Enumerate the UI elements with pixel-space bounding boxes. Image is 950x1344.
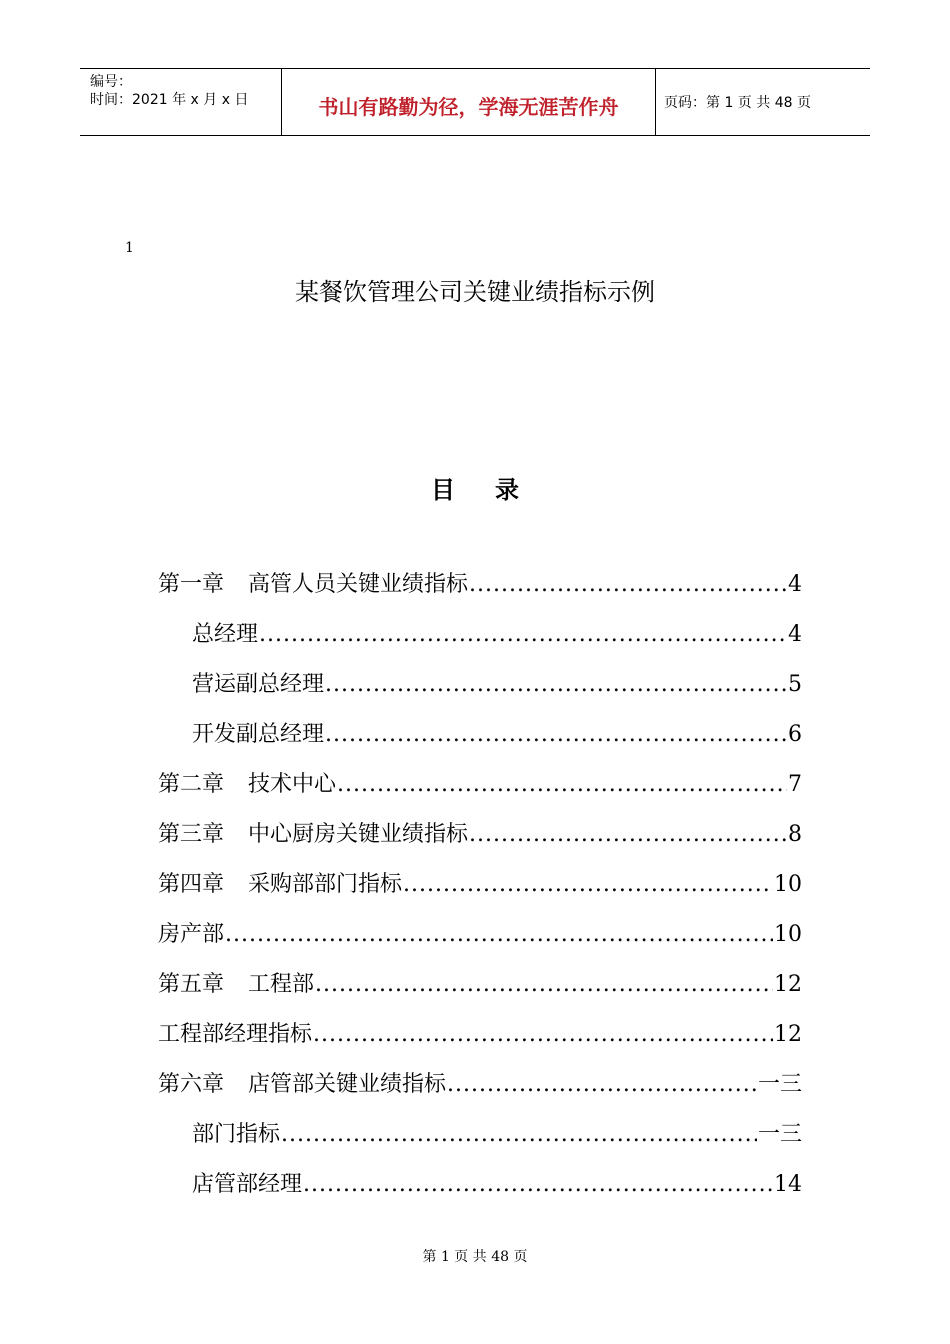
toc-chapter-number: 第二章 (158, 772, 225, 797)
toc-page-number: 10 (774, 872, 802, 897)
toc-page-number: 10 (774, 922, 802, 947)
toc-entry-label (192, 610, 258, 660)
toc-leader-dots (281, 1110, 757, 1160)
toc-page-number: 4 (788, 622, 802, 647)
toc-leader-dots (315, 960, 773, 1010)
toc-leader-dots (259, 610, 787, 660)
toc-entry-label (192, 710, 324, 760)
toc-entry-title: 部门指标 (192, 1122, 281, 1147)
header-motto-cell (282, 69, 656, 135)
toc-entry[interactable] (158, 560, 802, 610)
toc-page-number: 一三 (757, 1072, 802, 1097)
toc-page-number: 14 (774, 1172, 802, 1197)
toc-entry[interactable] (158, 710, 802, 760)
toc-page-number: 4 (788, 572, 802, 597)
toc-leader-dots (403, 860, 773, 910)
toc-page-number: 12 (774, 972, 802, 997)
toc-entry-title: 开发副总经理 (192, 722, 325, 747)
toc-chapter-number: 第四章 (158, 872, 225, 897)
toc-entry[interactable] (158, 910, 802, 960)
toc-entry-title: 工程部 (248, 972, 315, 997)
toc-entry-title: 房产部 (158, 922, 225, 947)
toc-page-number: 5 (788, 672, 802, 697)
toc-entry-label (158, 810, 468, 860)
motto: 书山有路勤为径，学海无涯苦作舟 (318, 95, 619, 119)
time-label: 时间：2021 年 x 月 x 日 (90, 92, 249, 108)
toc-entry[interactable] (158, 1010, 802, 1060)
header-right-cell (656, 69, 870, 135)
toc-page-number: 7 (788, 772, 802, 797)
toc-leader-dots (313, 1010, 773, 1060)
toc-entry-label (158, 860, 402, 910)
toc-entry-label (192, 1110, 280, 1160)
toc-chapter-number: 第六章 (158, 1072, 225, 1097)
toc-entry-title: 中心厨房关键业绩指标 (248, 822, 469, 847)
toc-entry[interactable] (158, 810, 802, 860)
toc-entry-label (158, 960, 314, 1010)
toc-entry-title: 技术中心 (248, 772, 337, 797)
toc-entry[interactable] (158, 960, 802, 1010)
page-info: 页码：第 1 页 共 48 页 (664, 95, 811, 111)
toc-leader-dots (225, 910, 773, 960)
toc-leader-dots (325, 660, 787, 710)
toc-chapter-number: 第三章 (158, 822, 225, 847)
toc-leader-dots (337, 760, 787, 810)
table-of-contents (158, 560, 802, 1210)
toc-entry-title: 营运副总经理 (192, 672, 325, 697)
toc-entry-label (158, 560, 468, 610)
toc-entry-label (158, 1060, 446, 1110)
toc-entry-title: 工程部经理指标 (158, 1022, 313, 1047)
toc-leader-dots (325, 710, 787, 760)
toc-entry[interactable] (158, 610, 802, 660)
toc-chapter-number: 第五章 (158, 972, 225, 997)
toc-entry[interactable] (158, 760, 802, 810)
toc-entry-title: 采购部部门指标 (248, 872, 403, 897)
toc-entry-label (192, 1160, 302, 1210)
toc-entry-label (158, 1010, 312, 1060)
toc-page-number: 8 (788, 822, 802, 847)
toc-entry-title: 店管部经理 (192, 1172, 303, 1197)
page-footer: 第 1 页 共 48 页 (422, 1249, 528, 1265)
toc-page-number: 一三 (757, 1122, 802, 1147)
toc-entry-title: 总经理 (192, 622, 259, 647)
toc-leader-dots (447, 1060, 757, 1110)
header-left-cell (80, 69, 282, 135)
document-title: 某餐饮管理公司关键业绩指标示例 (295, 278, 655, 306)
page-marker: 1 (125, 240, 134, 256)
toc-page-number: 12 (774, 1022, 802, 1047)
toc-entry-title: 店管部关键业绩指标 (248, 1072, 447, 1097)
toc-leader-dots (469, 560, 787, 610)
toc-page-number: 6 (788, 722, 802, 747)
toc-entry-label (192, 660, 324, 710)
toc-entry[interactable] (158, 1160, 802, 1210)
toc-leader-dots (469, 810, 787, 860)
toc-entry[interactable] (158, 860, 802, 910)
toc-entry-label (158, 910, 224, 960)
toc-entry[interactable] (158, 1060, 802, 1110)
code-label: 编号： (90, 74, 132, 90)
toc-chapter-number: 第一章 (158, 572, 225, 597)
toc-heading: 目录 (431, 475, 559, 504)
toc-entry-label (158, 760, 336, 810)
page-header (80, 68, 870, 136)
toc-entry[interactable] (158, 1110, 802, 1160)
toc-entry[interactable] (158, 660, 802, 710)
toc-entry-title: 高管人员关键业绩指标 (248, 572, 469, 597)
toc-leader-dots (303, 1160, 773, 1210)
